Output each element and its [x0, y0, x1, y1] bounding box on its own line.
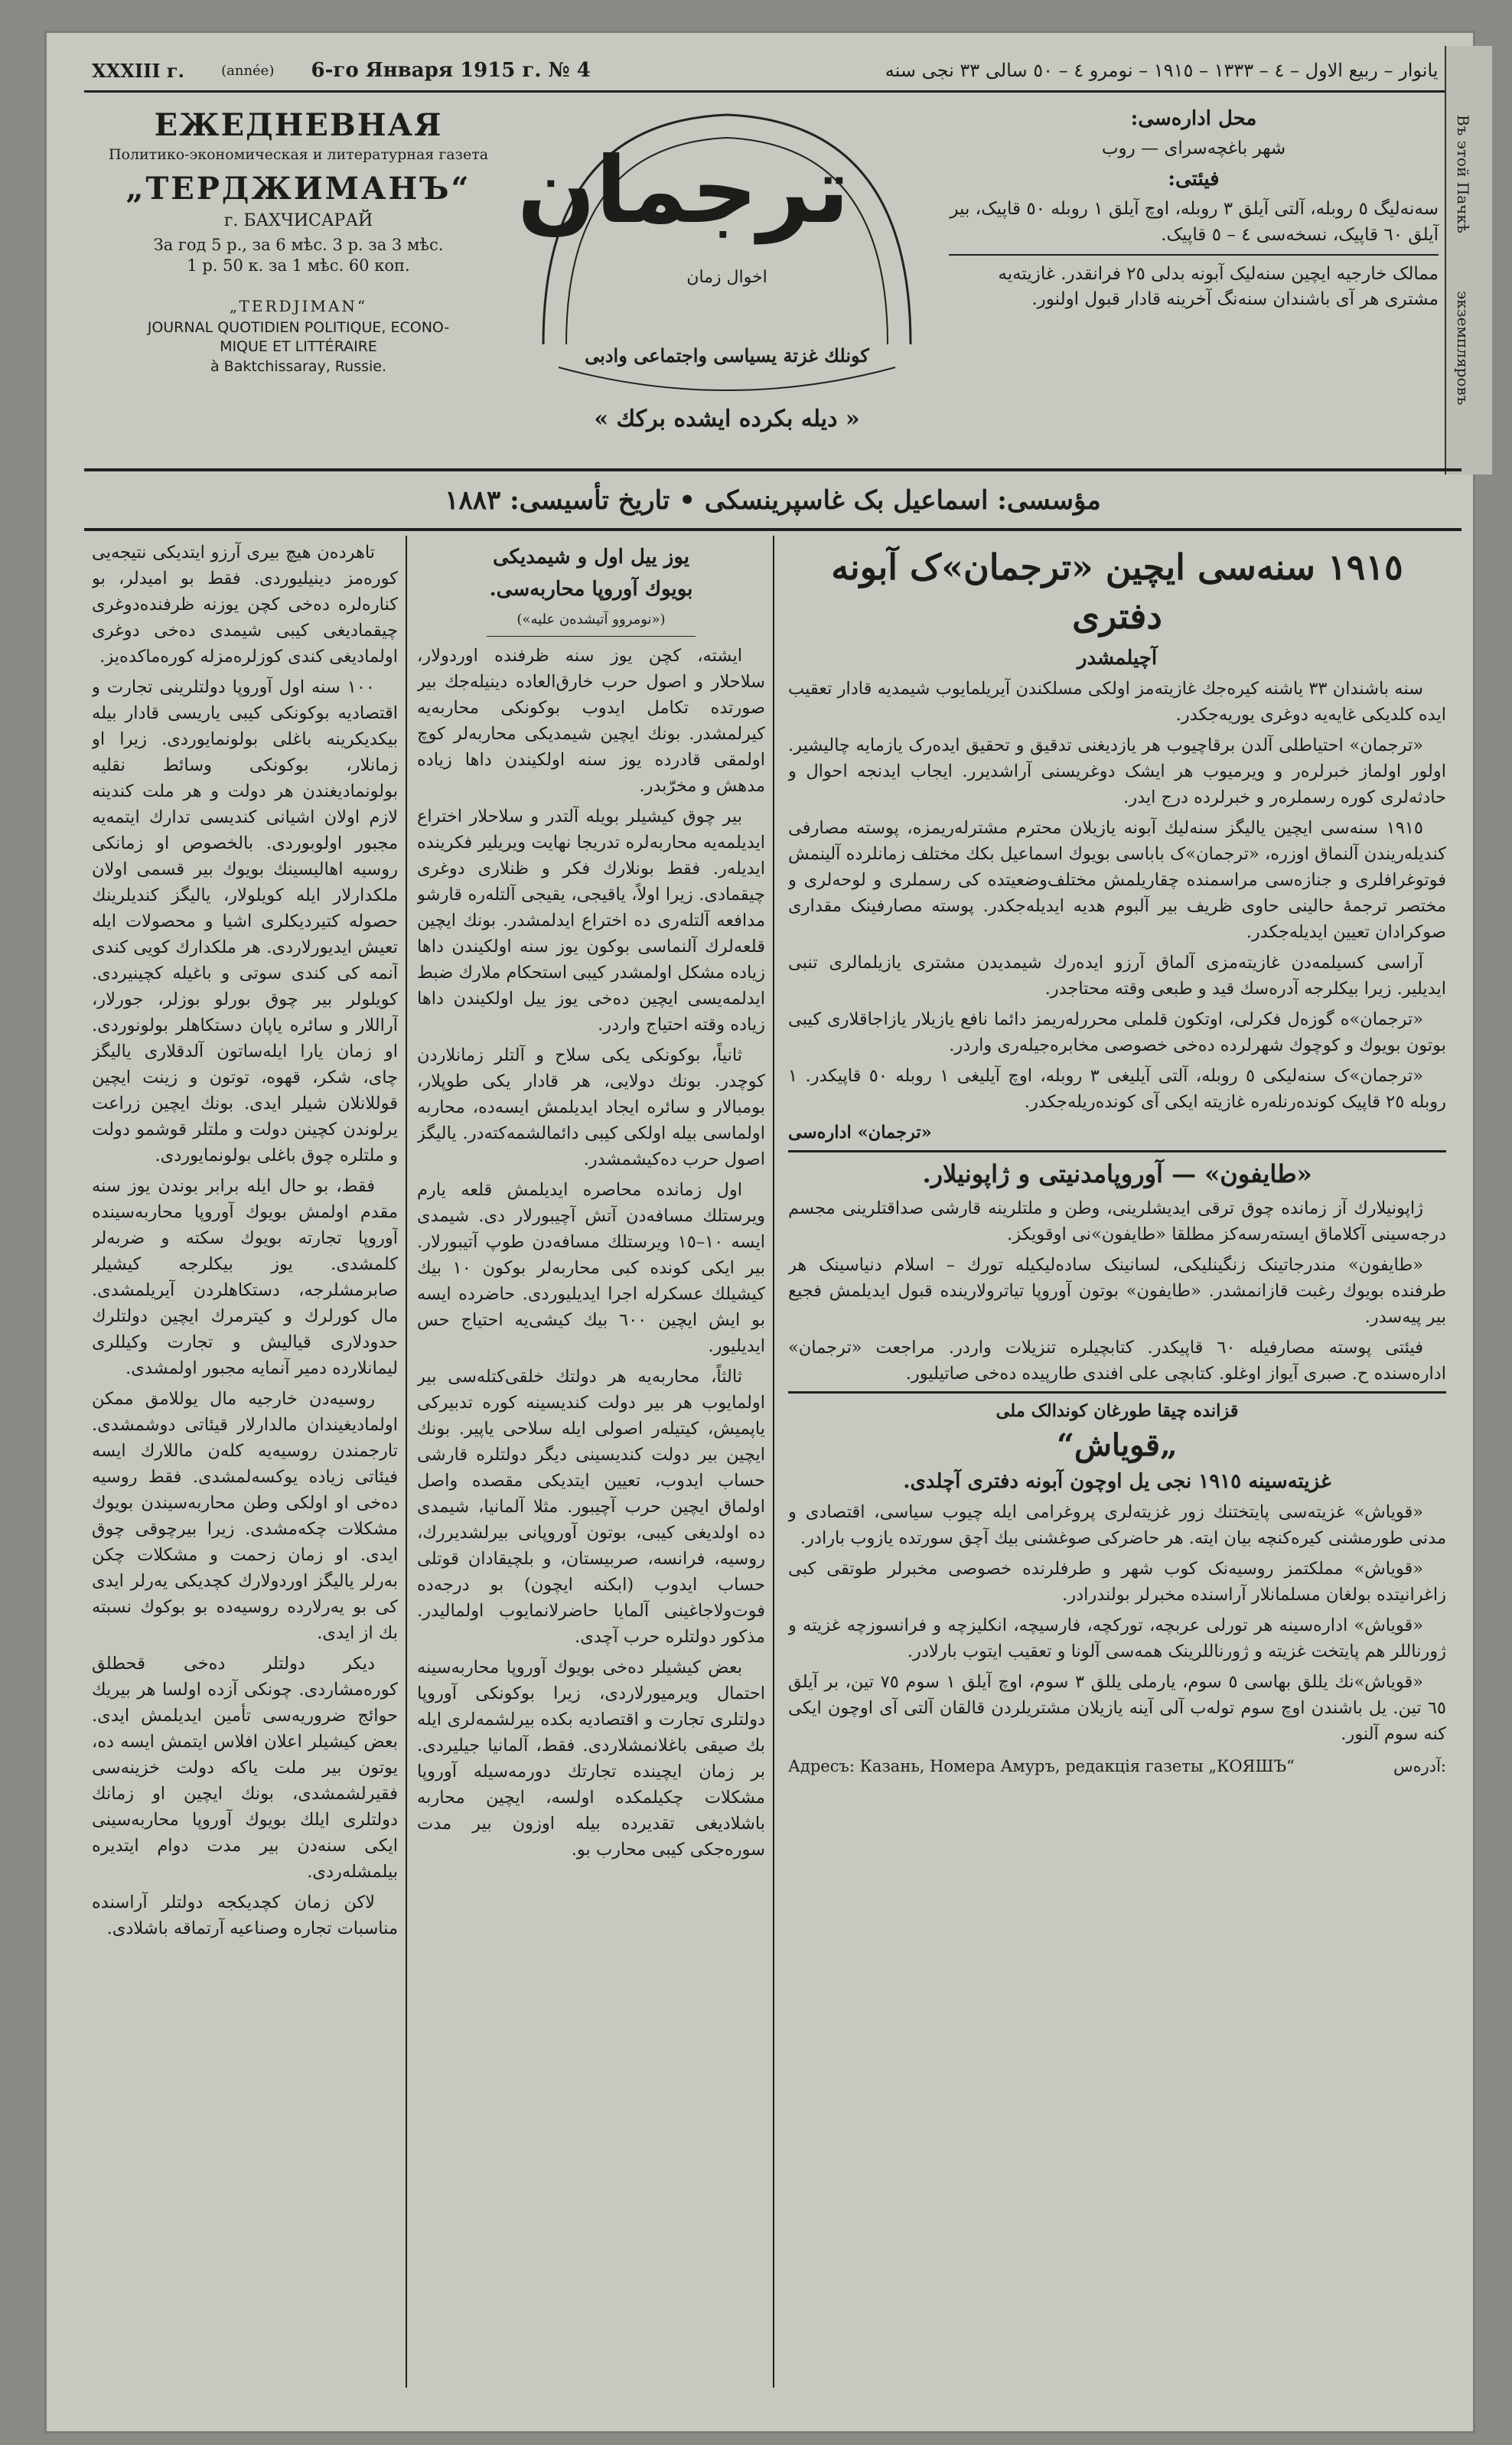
masthead-bottom-rule: [84, 468, 1461, 471]
arabic-masthead-info: [949, 107, 1439, 319]
koyash-para-4: «قویاش»نك یللق بهاسی ٥ سوم، یارملی یللق ٣ سوم، اوچ آیلق ١ سوم ٧٥ تین، بر آیلق ٦٥ تین. یل باشندن اوچ سوم تولەب آلی آینه یازیلان مشتریلردن قالقان آلتی آی اوچون ایکی کنه سوم آلنور.: [788, 1672, 1446, 1744]
left-para-2: ١٠٠ سنه اول آوروپا دولتلرینی تجارت و اقتصادیه بوکونکی کیبی یاریسی قادار بیله بیکدیکرینه باغلی بولونمایوردی. زیرا او زمانلار، بوکونکی وسائط نقلیه بولونمادیغندن هر دولت و هر ملت کندینه لازم اولان اشیانی کندیسی تدارك ایتمەیه مجبور اولوبوردی. بالخصوص او زمانکی روسیه اهالیسینك بویوك بیر قسمی اولان ملکدارلار ایله کویلولار، یالیگز کندیلرینك حصوله کتیردیکلری اشیا و محصولات ایله تعیش ایدیورلاردی. هر ملکدارك کویی کندی آنمه کی کندی سوتی و باغیله کچینیردی. کویلولر بیر چوق بورلو بوزلر، جورلار، آراللار و سائره یاپان دستکاهلر بولونوردی. او زمان یارا ایله‌ساتون آلدقلاری یالیگز چای، شکر، قهوه، توتون و زینت ایچین قوللانلان شیلر ایدی. بونك ایچین زراعت یرلوندن کچینن دولت و ملتلر قوشمو دولت و ملتلره چوق باغلی بولونمایوردی.: [92, 677, 398, 1165]
price-line-2: 1 р. 50 к. за 1 мѣс. 60 коп.: [187, 256, 410, 275]
sub-para-5: «ترجمان»ه گوزەل فکرلی، اوتکون قلملی محررلەریمز دائما نافع یازیلار یازاجاقلاری کیبی بوتون بویوك و کوچوك شهرلرده دەخی خصوصی مخابرەجیلەری واردر.: [788, 1009, 1446, 1055]
paper-name-latin: „TERDJIMAN“: [229, 296, 368, 315]
founder-line: مؤسسی: اسماعیل بک غاسپرینسکی • تاریخ تأسیسی: ١٨٨٣: [445, 485, 1101, 516]
koyash-address-ru: Адресъ: Казань, Номера Амуръ, редакція газеты „КОЯШЪ“: [788, 1757, 1295, 1775]
logo-subtitle: اخوال زمان: [686, 268, 767, 287]
koyash-para-2: «قویاش» مملکتمز روسیەنک کوب شهر و طرفلرنده خصوصی مخبرلر طوتقی کبی زاغرانیتده بولغان مسلمانلار آراسنده مخبرلر بولندرادر.: [788, 1559, 1446, 1605]
taifun-para-1: ژاپونیلارك آز زمانده چوق ترقی ایدیشلرینی، وطن و ملتلرینه قارشی صداقتلرینی مجسم درجەسینی آکلاماق ایستەرسه‌کز مطلقا «طایفون»نی اوقویکز.: [788, 1198, 1446, 1244]
taifun-headline: «طایفون» — آوروپامدنیتی و ژاپونیلار.: [922, 1159, 1312, 1188]
koyash-pre: قزانده چیقا طورغان کوندالک ملی: [996, 1401, 1239, 1421]
latin-city: à Baktchissaray, Russie.: [210, 357, 386, 375]
latin-desc-1: JOURNAL QUOTIDIEN POLITIQUE, ECONO-: [147, 318, 450, 336]
margin-label-2: экземпляровъ: [1454, 291, 1472, 406]
logo-title: ترجمان: [516, 138, 849, 244]
dateline: [92, 55, 1454, 86]
paper-desc-latin: [92, 318, 505, 377]
sub-para-4: آراسی کسیلمەدن غازیتەمزی آلماق آرزو ایدەرك شیمدیدن مشتری یازیلمالری تنبی ایدیلیر. زیرا بیکلرجه آدرەسك قید و طبعی وقته محتاجدر.: [788, 953, 1446, 999]
subscription-headline-2: آچیلمشدر: [1077, 647, 1158, 670]
left-para-1: تاهرده‌ن هیچ بیری آرزو ایتدیکی نتیجەیی کورەمز دینیلیوردی. فقط بو امیدلر، بو کناره‌لره دەخی کچن یوزنه ظرفنده‌دوغری چیقمادیغی کیبی شیمدی دەخی دوغری اولمادیغی کندی کوزلره‌مزله کوره‌ماکده‌یز.: [92, 543, 398, 667]
margin-label-strip: [1445, 46, 1492, 474]
office-address: شهر باغچەسرای — روب: [1101, 139, 1286, 158]
sub-para-1: سنه باشندان ٣٣ یاشنه کیرەجك غازیتەمز اولکی مسلکندن آیریلمایوب شیمدیه قادار تعقیب ایده کلدیکی غایەیه دوغری یوریەجکدر.: [788, 679, 1446, 725]
koyash-address-ar: آدرەس:: [1393, 1757, 1446, 1775]
koyash-para-3: «قویاش» ادارەسینه هر تورلی عربچه، تورکچه، فارسیچه، انکلیزچه و فرانسوزچه غزیته و ژورناللر هم پایتخت غزیته و ژورناللرینک همەسی آلونا و تعقیب ایتوب بارلادر.: [788, 1615, 1446, 1661]
price-heading: فیئتی:: [1168, 168, 1220, 191]
sub-para-3: ١٩١٥ سنەسی ایچین یالیگز سنەلیك آبونه یازیلان محترم مشترلەریمزه، پوسته مصارفی کندیلەریندن آلنماق اوزره، «ترجمان»ک باباسی بویوك اسماعیل بکك مختلف زمانلرده آلینمش فوتوغرافلری و جنازەسی مراسمنده چقاریلمش مختلف‌وضعیتده کی رسملری و لوحەلری و مختصر ترجمهٔ حالینی حاوی ظریف بیر آلبوم هدیه ایدیلەجکدر. پوسته مصارفینک مقداری صوکرادان تعیین ایدیلەجکدر.: [788, 818, 1446, 942]
taifun-para-2: «طایفون» مندرجاتینک زنگینلیکی، لسانینک ساده‌لیکیله تورك – اسلام دنیاسینک هر طرفنده بویوك رغبت قازانمشدر. «طایفون» بوتون آوروپا تیاترولارینده قبول ایدیلمش فجیع بیر پیەسدر.: [788, 1255, 1446, 1327]
office-heading: محل ادارەسی:: [1130, 107, 1257, 130]
war-article-rule: [487, 636, 696, 637]
price-text: سەنەلیگ ٥ روبلە، آلتی آیلق ٣ روبلە، اوچ آیلق ١ روبلە ٥٠ قاپیک، بیر آیلق ٦٠ قاپیک، نسخەسی ٤ – ٥ قاپیک.: [950, 199, 1439, 245]
city-name: г. БАХЧИСАРАЙ: [223, 211, 373, 230]
left-para-6: لاکن زمان کچدیکجه دولتلر آراسنده مناسبات تجاره وصناعیه آرتماقه باشلادی.: [92, 1892, 398, 1938]
paper-name-russian: „ТЕРДЖИМАНЪ“: [125, 171, 471, 207]
annee-label: (année): [221, 62, 275, 79]
column-right: [788, 540, 1446, 2384]
price-divider: [949, 254, 1439, 256]
war-article-headline-2: بویوك آوروپا محاربەسی.: [489, 578, 693, 601]
taifun-para-3: فیئتی پوسته مصارفیله ٦٠ قاپیکدر. کتابچیلره تنزیلات واردر. مراجعت «ترجمان» ادارەسنده ح. صبری آیواز اوغلو. کتابچی علی افندی طارپیده دەخی صاتیلیور.: [788, 1338, 1446, 1384]
left-para-4: روسیەدن خارجیه مال یوللامق ممکن اولمادیغیندان مالدارلار قیئاتی دوشمشدی. تارجمندن روسیەیه کلەن ماللارك ایسه فیئاتی زیاده یوکسەلمشدی. فقط روسیه دەخی او اولکی وطن محاربەسیندن بویوك مشکلات چکەمشدی. زیرا بیرچوقی چوق ایدی. او زمان زحمت و مشکلات چکن بەرلر یالیگز اوردولارك کچدیکی یەرلر ایدی کی بو یەرلاردە روسیه‌ده بو بوکوك نسبته بك از ایدی.: [92, 1389, 398, 1643]
war-para-2: بیر چوق کیشیلر بویله آلتدر و سلاحلار اختراع ایدیلمەیه محاربەلره تدریجا نهایت ویریلیر فکرینده ایدیلەر. فقط بونلارك فکر و ظنلاری دوغری چیقمادی. زیرا اولاً، یاقیجی، یقیجی آلتلەره قارشو مدافعه آلتلەری ده اختراع ایدلمشدر. بونك ایچین قلعەلرك آلنماسی بوکون یوز سنه اولکیندن داها زیاده مشکل اولمشدر کیبی استحکام ملارك ضبط ایدلمەیسی ایچین دەخی یوز ییل اولکیندن داها زیاده وقته احتیاج واردر.: [417, 807, 765, 1035]
founder-bottom-rule: [84, 528, 1461, 531]
subscription-headline: ١٩١٥ سنەسی ایچین «ترجمان»ک آبونه دفتری: [831, 546, 1403, 637]
koyash-para-1: «قویاش» غزیتەسی پایتختنك زور غزیتەلری پروغرامی ایله چیوب سیاسی، اقتصادی و مدنی طورمشنی کیره‌کنچه بیان ایته. هر حاضرکی صوغشنی بیك آچق سورتده یازوب بارادر.: [788, 1502, 1446, 1548]
subscription-price: [92, 235, 505, 277]
ad-divider-1: [788, 1150, 1446, 1152]
war-para-3: ثانیاً، بوکونکی یکی سلاح و آلتلر زمانلاردن کوچدر. بونك دولایی، هر قادار یکی طوپلار، بومبالار و سائره ایجاد ایدیلمش ایسەده، محاربه اولماسی بیله اولکی کیبی دائما‌لشمه‌کتەدر. یالیگز اصول حرب دەکیشمشدر.: [417, 1045, 765, 1169]
sub-para-6: «ترجمان»ک سنەلیکی ٥ روبلە، آلتی آیلیغی ٣ روبلە، اوچ آیلیغی ١ روبلە ٥٠ قاپیکدر. ١ روبلە ٢٥ قاپیک کوندەرنلەره غازیتە ایکی آی کوندەریلەجکدر.: [788, 1066, 1446, 1112]
war-para-6: بعض کیشیلر دەخی بویوك آوروپا محاربەسینه احتمال ویرمیورلاردی، زیرا بوکونکی آوروپا دولتلری تجارت و اقتصادیه بکدە بیرلشمەلری ایله بك صیقی باغلانمشلاردی. فقط، آلمانیا جیلیردی. بر زمان ایچینده تجارتك دورمه‌سیله آوروپا مشکلات چکیلمکده اولسه، ایچین محاربه باشلادیغی تقدیرده بیله اوزون بیر مدت سوره‌جکی کیبی محارب بو.: [417, 1658, 765, 1860]
koyash-address: [788, 1753, 1446, 1779]
column-rule-2: [773, 536, 774, 2388]
foreign-price-text: ممالک خارجیه ایچین سنەلیک آبونه بدلی ٢٥ فرانقدر. غازیتەیه مشتری هر آی باشندان سنەنگ آخرینه قادار قبول اولنور.: [998, 264, 1439, 310]
arabic-date: يانوار – ربيع الاول – ٤ – ١٣٣٣ – ١٩١٥ – نومرو ٤ – ٥٠ سالى ٣٣ نجى سنه: [885, 60, 1439, 81]
ad-divider-2: [788, 1391, 1446, 1394]
masthead-logo: [513, 92, 941, 459]
paper-subtitle: Политико-экономическая и литературная газета: [108, 146, 489, 163]
column-middle: [417, 540, 765, 2384]
price-line-1: За год 5 р., за 6 мѣс. 3 р. за 3 мѣс.: [153, 236, 444, 254]
left-para-3: فقط، بو حال ایله برابر بوندن یوز سنه مقدم اولمش بویوك آوروپا محاربەسینده آوروپا تجارته بویوك سکته و ضربه‌لر کلمشدی. یوز بیکلرجه کیشیلر صابرمشلرجه، دستکاهلردن آیریلمشدی. مال کورلرك و کیترمرك ایچین دولتلرك حدودلاری قیالیش و تجارت وکیللری لیمانلارده دمیر آنمایه مجبور اولمشدی.: [92, 1176, 398, 1378]
russian-date: 6-го Января 1915 г. № 4: [311, 59, 591, 82]
war-article-headline: یوز ییل اول و شیمدیکی: [492, 546, 689, 569]
latin-desc-2: MIQUE ET LITTÉRAIRE: [220, 338, 377, 356]
margin-label-1: Въ этой Пачкѣ: [1454, 115, 1472, 233]
column-rule-1: [406, 536, 407, 2388]
column-left: [92, 540, 398, 2384]
daily-label: ЕЖЕДНЕВНАЯ: [154, 107, 443, 143]
war-para-4: اول زمانده محاصره ایدیلمش قلعه یارم ویرستلك مسافەدن آتش آچیبورلار دی. شیمدی ایسه ١٠–١٥ ویرستلك مسافەدن طوپ آتیبورلار. بیر ایکی کونده کبی محاربه‌لر بوکون ١٠ بیك کیشیلك عسکرله اجرا ایدیلیوردی. حاضرده ایسه بو ایش ایچین ٦٠٠ بیك کیشی‌یه احتیاج حس ایدیلیور.: [417, 1180, 765, 1356]
koyash-subhead: غزیتەسینه ١٩١٥ نجی یل اوچون آبونه دفتری آچلدی.: [903, 1470, 1331, 1493]
volume-number: XXXIII г.: [92, 59, 184, 82]
logo-motto: « ديله بكرده ايشده بركك »: [594, 406, 860, 432]
war-article-source: («نومروو آتیشدەن علیه»): [516, 611, 666, 628]
left-para-5: دیکر دولتلر دەخی قحطلق کوره‌مشاردی. چونکی آزده اولسا هر بیریك حوائج ضروریەسی تأمین ایدیلمش ایدی. بعض کیشیلر اعلان افلاس ایتمش ایسه ده، یوتون بیر ملت یاکه دولت خزینەسی فقیرلشمشدی، بونك ایچین او زمانك دولتلری ایلك بویوك آوروپا محاربەسینی ایکی سنەدن بیر مدت دوام ایتدیره بیلمشلەردی.: [92, 1654, 398, 1882]
logo-arc-text: كونلك غزتة يسياسى واجتماعى وادبى: [585, 344, 869, 367]
signature-1: «ترجمان» ادارەسی: [788, 1123, 932, 1143]
war-para-1: ایشته، کچن یوز سنه ظرفنده اوردولار، سلاحلار و اصول حرب خارق‌العاده دینیلەجك بیر صورتده تکامل ایدوب بوکونکی محاربەیه کیرلمشدر. بونك ایچین شیمدیکی محاربەلر کوچ اولمقی قادرده یوز سنه اولکیندن داها زیاده مدهش و مخرّبدر.: [417, 646, 765, 796]
sub-para-2: «ترجمان» احتیاطلی آلدن برقاچیوب هر یازدیغنی تدقیق و تحقیق ایدەرک یازمایه چالیشیر. اولور اولماز خبرلره‌ر و ویرمیوب هر ایشک دوغریسنی آراشدیرر. ایجاب ایدنجه احوال و حادثەلری کوره رسملره‌ر و خبرلرده درج ایدر.: [788, 735, 1446, 807]
war-para-5: ثالثاً، محاربەیه هر دولتك خلقی‌کتلەسی بیر اولمایوب هر بیر دولت کندیسینه کورە تدبیرکی یاپمیش، کیتیلەر اصولی ایله سلاحی یاپیر. بونك ایچین بیر دولت کندیسینی دیگر دولتلره قارشی حساب ایدوب، تعیین ایتدیکی مقصده واصل اولماق ایچین حرب آچیبور. مثلا آلمانیا، شیمدی ده اولدیغی کیبی، بوتون آوروپانی بیرلشدیررك، روسیه، فرانسه، صربیستان، و بلچیقادان قوتلی حساب ایدوب (ابکنه ایچون) بو درجه‌ده فوت‌ولاجاغینی آلمایا حاضرلانمایوب اولمالیدر. مذکور دولتلره حرب آچدی.: [417, 1367, 765, 1647]
koyash-headline: „قویاش“: [1057, 1427, 1178, 1463]
russian-masthead: [92, 107, 505, 377]
